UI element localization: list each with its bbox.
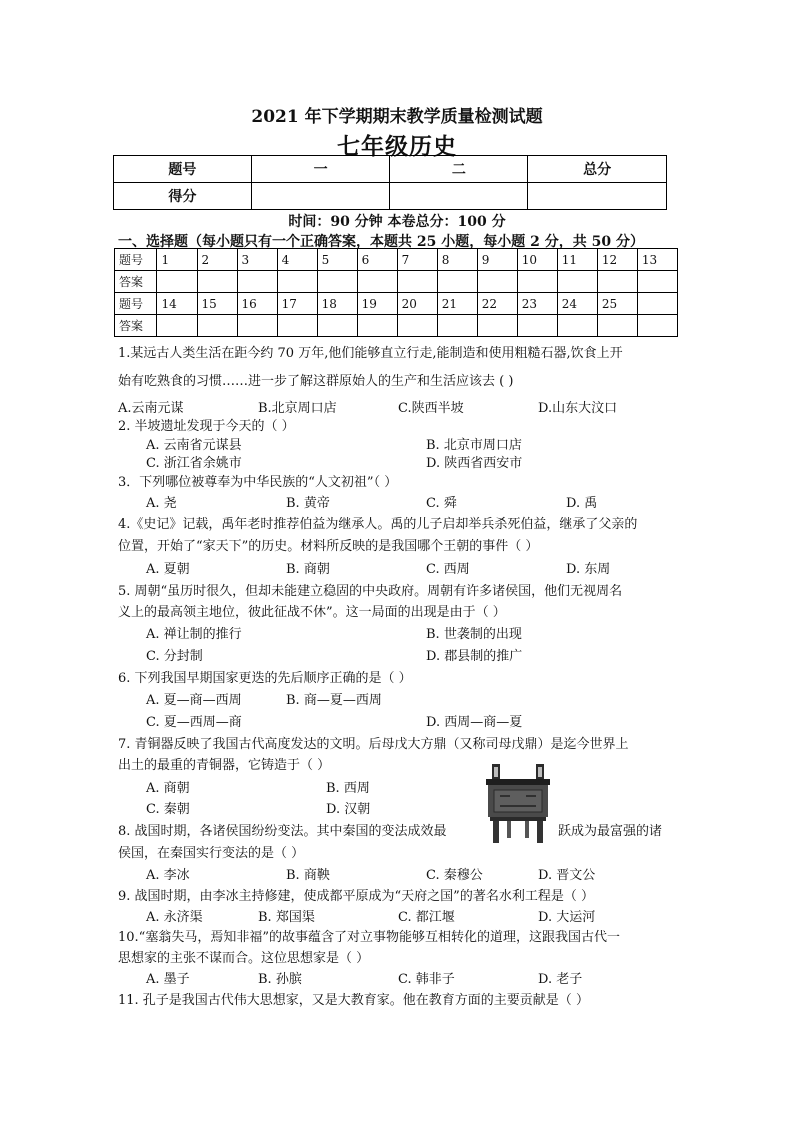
q2-line1: 2. 半坡遗址发现于今天的（ ） bbox=[118, 419, 295, 434]
q1-line1: 1.某远古人类生活在距今约 70 万年,他们能够直立行走,能制造和使用粗糙石器,饮食上开 bbox=[118, 346, 623, 361]
answer-table-row-label: 题号 bbox=[115, 293, 157, 315]
question-number-cell: 14 bbox=[157, 293, 197, 315]
answer-cell[interactable] bbox=[277, 271, 317, 293]
answer-cell[interactable] bbox=[597, 315, 637, 337]
q1-line2: 始有吃熟食的习惯……进一步了解这群原始人的生产和生活应该去 ( ) bbox=[118, 374, 514, 389]
q4-option-b: B. 商朝 bbox=[286, 562, 330, 577]
q4-line1: 4.《史记》记载，禹年老时推荐伯益为继承人。禹的儿子启却举兵杀死伯益，继承了父亲的 bbox=[118, 517, 638, 532]
q9-option-a: A. 永济渠 bbox=[146, 910, 203, 925]
q8-line1-right: 跃成为最富强的诸 bbox=[558, 824, 663, 839]
q9-option-b: B. 郑国渠 bbox=[258, 910, 315, 925]
question-number-cell: 4 bbox=[277, 249, 317, 271]
q3-option-b: B. 黄帝 bbox=[286, 496, 330, 511]
answer-cell[interactable] bbox=[437, 315, 477, 337]
exam-subject: 七年级历史 bbox=[337, 133, 457, 160]
q8-option-a: A. 李冰 bbox=[146, 868, 190, 883]
q6-option-c: C. 夏—西周—商 bbox=[146, 715, 242, 730]
question-number-cell: 6 bbox=[357, 249, 397, 271]
question-number-cell: 11 bbox=[557, 249, 597, 271]
score-cell-part2[interactable] bbox=[390, 183, 528, 210]
score-cell-total[interactable] bbox=[528, 183, 667, 210]
answer-table-row-label: 答案 bbox=[115, 315, 157, 337]
q10-option-d: D. 老子 bbox=[538, 972, 583, 987]
answer-cell[interactable] bbox=[197, 315, 237, 337]
question-number-cell: 22 bbox=[477, 293, 517, 315]
score-header-part2: 二 bbox=[390, 156, 528, 183]
score-table bbox=[113, 155, 667, 210]
q4-option-d: D. 东周 bbox=[566, 562, 611, 577]
question-number-cell: 2 bbox=[197, 249, 237, 271]
answer-cell[interactable] bbox=[517, 315, 557, 337]
q2-option-d: D. 陕西省西安市 bbox=[426, 456, 523, 471]
answer-table-row bbox=[115, 249, 678, 271]
answer-cell[interactable] bbox=[317, 271, 357, 293]
q7-option-c: C. 秦朝 bbox=[146, 802, 190, 817]
q10-option-a: A. 墨子 bbox=[146, 972, 190, 987]
q8-line2: 侯国，在秦国实行变法的是（ ） bbox=[118, 846, 305, 861]
answer-cell[interactable] bbox=[477, 315, 517, 337]
question-number-cell: 15 bbox=[197, 293, 237, 315]
q4-line2: 位置，开始了“家天下”的历史。材料所反映的是我国哪个王朝的事件（ ） bbox=[118, 539, 539, 554]
q8-line1-left: 8. 战国时期，各诸侯国纷纷变法。其中秦国的变法成效最 bbox=[118, 824, 447, 839]
answer-cell[interactable] bbox=[517, 271, 557, 293]
answer-table-row-label: 答案 bbox=[115, 271, 157, 293]
bronze-ding-image bbox=[480, 760, 556, 846]
question-number-cell: 25 bbox=[597, 293, 637, 315]
question-number-cell: 7 bbox=[397, 249, 437, 271]
score-header-total: 总分 bbox=[528, 156, 667, 183]
q6-line1: 6. 下列我国早期国家更迭的先后顺序正确的是（ ） bbox=[118, 671, 412, 686]
q5-line2: 义上的最高领主地位，彼此征战不休”。这一局面的出现是由于（ ） bbox=[118, 605, 506, 620]
score-cell-part1[interactable] bbox=[251, 183, 390, 210]
q9-line1: 9. 战国时期，由李冰主持修建，使成都平原成为“天府之国”的著名水利工程是（ ） bbox=[118, 889, 594, 904]
answer-cell[interactable] bbox=[557, 315, 597, 337]
score-header-label: 题号 bbox=[114, 156, 252, 183]
q3-option-c: C. 舜 bbox=[426, 496, 457, 511]
score-header-part1: 一 bbox=[251, 156, 390, 183]
q8-option-b: B. 商鞅 bbox=[286, 868, 330, 883]
answer-cell[interactable] bbox=[637, 315, 677, 337]
answer-cell[interactable] bbox=[477, 271, 517, 293]
question-number-cell: 13 bbox=[637, 249, 677, 271]
question-number-cell: 16 bbox=[237, 293, 277, 315]
q9-option-d: D. 大运河 bbox=[538, 910, 596, 925]
question-number-cell: 10 bbox=[517, 249, 557, 271]
question-number-cell: 23 bbox=[517, 293, 557, 315]
q1-option-b: B.北京周口店 bbox=[258, 401, 337, 416]
answer-cell[interactable] bbox=[357, 271, 397, 293]
answer-cell[interactable] bbox=[197, 271, 237, 293]
answer-cell[interactable] bbox=[157, 315, 197, 337]
answer-table-row-label: 题号 bbox=[115, 249, 157, 271]
question-number-cell: 18 bbox=[317, 293, 357, 315]
question-number-cell: 20 bbox=[397, 293, 437, 315]
question-number-cell: 21 bbox=[437, 293, 477, 315]
answer-table-row bbox=[115, 293, 678, 315]
answer-cell[interactable] bbox=[317, 315, 357, 337]
answer-cell[interactable] bbox=[397, 271, 437, 293]
answer-cell[interactable] bbox=[637, 271, 677, 293]
q7-option-b: B. 西周 bbox=[326, 781, 370, 796]
q11-line1: 11. 孔子是我国古代伟大思想家，又是大教育家。他在教育方面的主要贡献是（ ） bbox=[118, 993, 589, 1008]
q10-option-c: C. 韩非子 bbox=[398, 972, 455, 987]
question-number-cell: 19 bbox=[357, 293, 397, 315]
section1-heading: 一、选择题（每小题只有一个正确答案，本题共 25 小题，每小题 2 分，共 50 分） bbox=[118, 234, 644, 250]
answer-cell[interactable] bbox=[557, 271, 597, 293]
q7-line1: 7. 青铜器反映了我国古代高度发达的文明。后母戊大方鼎（又称司母戊鼎）是迄今世界上 bbox=[118, 737, 629, 752]
q6-option-d: D. 西周—商—夏 bbox=[426, 715, 523, 730]
q2-option-c: C. 浙江省余姚市 bbox=[146, 456, 242, 471]
q10-line2: 思想家的主张不谋而合。这位思想家是（ ） bbox=[118, 951, 370, 966]
q7-option-a: A. 商朝 bbox=[146, 781, 190, 796]
question-number-cell: 8 bbox=[437, 249, 477, 271]
q3-option-a: A. 尧 bbox=[146, 496, 177, 511]
answer-cell[interactable] bbox=[397, 315, 437, 337]
q6-option-a: A. 夏—商—西周 bbox=[146, 693, 242, 708]
q1-option-d: D.山东大汶口 bbox=[538, 401, 618, 416]
q3-option-d: D. 禹 bbox=[566, 496, 598, 511]
score-row-label: 得分 bbox=[114, 183, 252, 210]
answer-table bbox=[114, 248, 678, 337]
q5-option-d: D. 郡县制的推广 bbox=[426, 649, 523, 664]
q7-option-d: D. 汉朝 bbox=[326, 802, 371, 817]
question-number-cell: 3 bbox=[237, 249, 277, 271]
answer-table-row bbox=[115, 271, 678, 293]
answer-cell[interactable] bbox=[237, 315, 277, 337]
answer-cell[interactable] bbox=[237, 271, 277, 293]
q4-option-a: A. 夏朝 bbox=[146, 562, 190, 577]
q10-option-b: B. 孙膑 bbox=[258, 972, 302, 987]
question-number-cell: 9 bbox=[477, 249, 517, 271]
q7-line2: 出土的最重的青铜器，它铸造于（ ） bbox=[118, 758, 331, 773]
q3-line1: 3．下列哪位被尊奉为中华民族的“人文初祖”（ ） bbox=[118, 475, 398, 490]
q5-option-c: C. 分封制 bbox=[146, 649, 203, 664]
answer-cell[interactable] bbox=[437, 271, 477, 293]
q6-option-b: B. 商—夏—西周 bbox=[286, 693, 382, 708]
q5-option-b: B. 世袭制的出现 bbox=[426, 627, 522, 642]
question-number-cell bbox=[637, 293, 677, 315]
answer-cell[interactable] bbox=[277, 315, 317, 337]
q4-option-c: C. 西周 bbox=[426, 562, 470, 577]
q2-option-a: A. 云南省元谋县 bbox=[146, 438, 242, 453]
answer-cell[interactable] bbox=[357, 315, 397, 337]
q8-option-d: D. 晋文公 bbox=[538, 868, 596, 883]
question-number-cell: 12 bbox=[597, 249, 637, 271]
q10-line1: 10.“塞翁失马，焉知非福”的故事蕴含了对立事物能够互相转化的道理，这跟我国古代一 bbox=[118, 930, 620, 945]
question-number-cell: 5 bbox=[317, 249, 357, 271]
q5-option-a: A. 禅让制的推行 bbox=[146, 627, 242, 642]
answer-cell[interactable] bbox=[597, 271, 637, 293]
q8-option-c: C. 秦穆公 bbox=[426, 868, 483, 883]
q1-option-c: C.陕西半坡 bbox=[398, 401, 464, 416]
exam-title: 2021 年下学期期末教学质量检测试题 bbox=[251, 107, 543, 127]
question-number-cell: 1 bbox=[157, 249, 197, 271]
time-line: 时间：90 分钟 本卷总分：100 分 bbox=[288, 214, 506, 230]
q1-option-a: A.云南元谋 bbox=[118, 401, 184, 416]
q2-option-b: B. 北京市周口店 bbox=[426, 438, 522, 453]
q5-line1: 5. 周朝“虽历时很久，但却未能建立稳固的中央政府。周朝有许多诸侯国，他们无视周名 bbox=[118, 584, 623, 599]
answer-cell[interactable] bbox=[157, 271, 197, 293]
question-number-cell: 17 bbox=[277, 293, 317, 315]
question-number-cell: 24 bbox=[557, 293, 597, 315]
answer-table-row bbox=[115, 315, 678, 337]
q9-option-c: C. 都江堰 bbox=[398, 910, 455, 925]
